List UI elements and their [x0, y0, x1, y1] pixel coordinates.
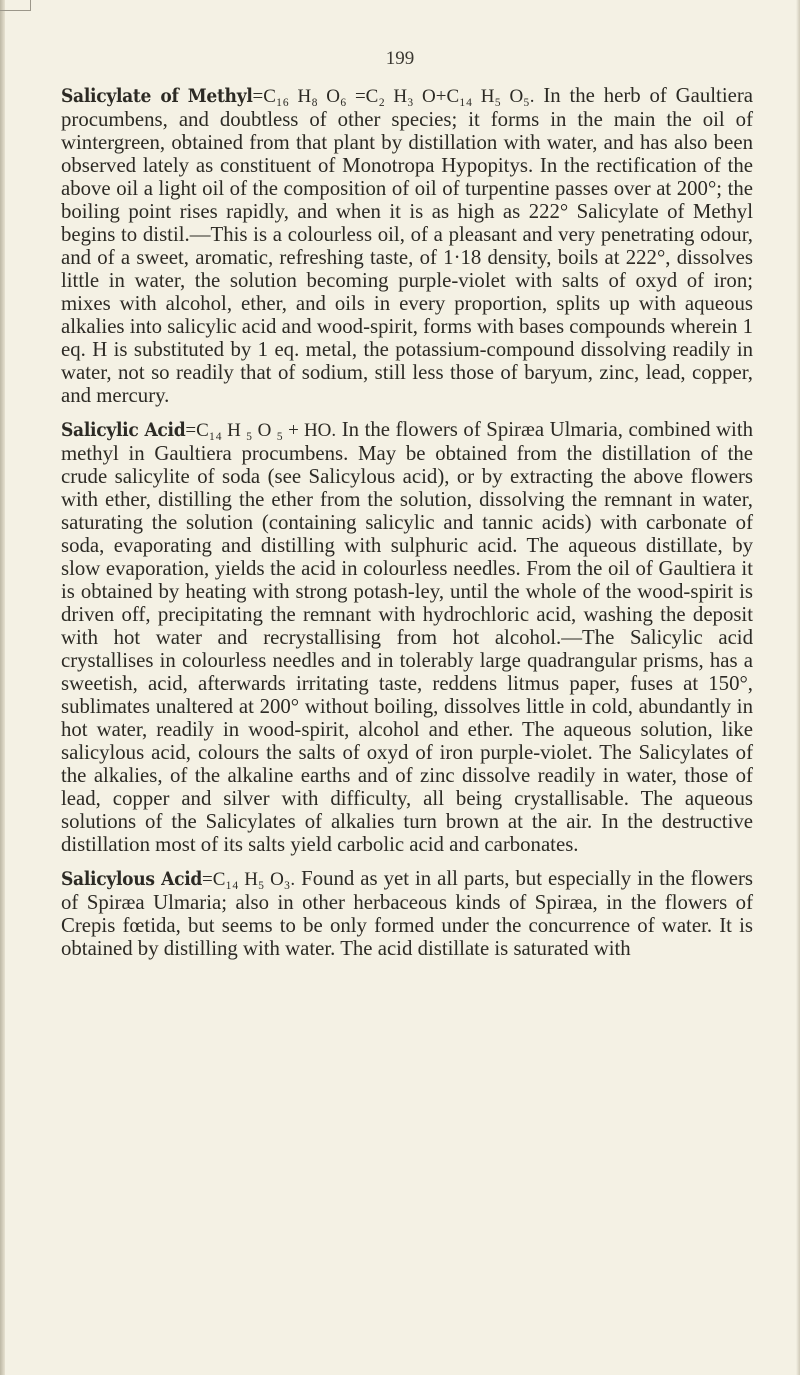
section-heading: Salicylous Acid [61, 868, 203, 890]
page-right-edge [796, 0, 800, 1375]
chemical-formula: =C₁₆ H₈ O₆ =C₂ H₃ O+C₁₄ H₅ O₅. [252, 86, 535, 107]
page-number: 199 [385, 48, 415, 69]
section-gap [61, 856, 753, 867]
section-body: In the flowers of Spiræa Ulmaria, combined with methyl in Gaultiera procumbens. May be obtained from the distillation of the crude salicylite of soda (see Salicylous acid), or by extracting the above flowers with ether, distilling the ether from the solution, dissolving the remnant in water, saturating the solution (containing salicylic and tannic acids) with carbonate of soda, evaporating and distilling with sulphuric acid. The aqueous distillate, by slow evaporation, yields the acid in colourless needles. From the oil of Gaultiera it is obtained by heating with strong potash-ley, until the whole of the wood-spirit is driven off, precipitating the remnant with hydrochloric acid, washing the deposit with hot water and recrystallising from hot alcohol.—The Salicylic acid crystallises in colourless needles and in tolerably large quadrangular prisms, has a sweetish, acid, afterwards irritating taste, reddens litmus paper, fuses at 150°, sublimates unaltered at 200° without boiling, dissolves little in cold, abundantly in hot water, readily in wood-spirit, alcohol and ether. The aqueous solution, like salicylous acid, colours the salts of oxyd of iron purple-violet. The Salicylates of the alkalies, of the alkaline earths and of zinc dissolve readily in water, those of lead, copper and silver with difficulty, all being crystallisable. The aqueous solutions of the Salicylates of alkalies turn brown at the air. In the destructive distillation most of its salts yield carbolic acid and carbonates. [61, 418, 753, 856]
chemical-formula: =C₁₄ H ₅ O ₅ + HO. [185, 420, 337, 441]
section-salicylate-of-methyl [61, 84, 753, 407]
section-body: Found as yet in all parts, but especially in the flowers of Spiræa Ulmaria; also in other herbaceous kinds of Spiræa, in the flowers of Crepis fœtida, but seems to be only formed under the concurrence of water. It is obtained by distilling with water. The acid distillate is saturated with [61, 867, 754, 960]
section-body: In the herb of Gaultiera procumbens, and doubtless of other species; it forms in the main the oil of wintergreen, obtained from that plant by distillation with water, and has also been observed lately as constituent of Monotropa Hypopitys. In the rectification of the above oil a light oil of the composition of oil of turpentine passes over at 200°; the boiling point rises rapidly, and when it is as high as 222° Salicylate of Methyl begins to distil.—This is a colourless oil, of a pleasant and very penetrating odour, and of a sweet, aromatic, refreshing taste, of 1·18 density, boils at 222°, dissolves little in water, the solution becoming purple-violet with salts of oxyd of iron; mixes with alcohol, ether, and oils in every proportion, splits up with aqueous alkalies into salicylic acid and wood-spirit, forms with bases compounds wherein 1 eq. H is substituted by 1 eq. metal, the potassium-compound dissolving readily in water, not so readily that of sodium, still less those of baryum, zinc, lead, copper, and mercury. [61, 84, 753, 407]
section-gap [61, 407, 753, 418]
section-salicylic-acid [61, 418, 753, 856]
section-heading: Salicylic Acid [61, 419, 186, 441]
page-left-edge [0, 0, 5, 1375]
text-block [61, 84, 753, 960]
chemical-formula: =C₁₄ H₅ O₃. [202, 869, 296, 890]
section-heading: Salicylate of Methyl [61, 85, 253, 107]
section-salicylous-acid [61, 867, 753, 960]
page-corner-mark [0, 0, 31, 11]
